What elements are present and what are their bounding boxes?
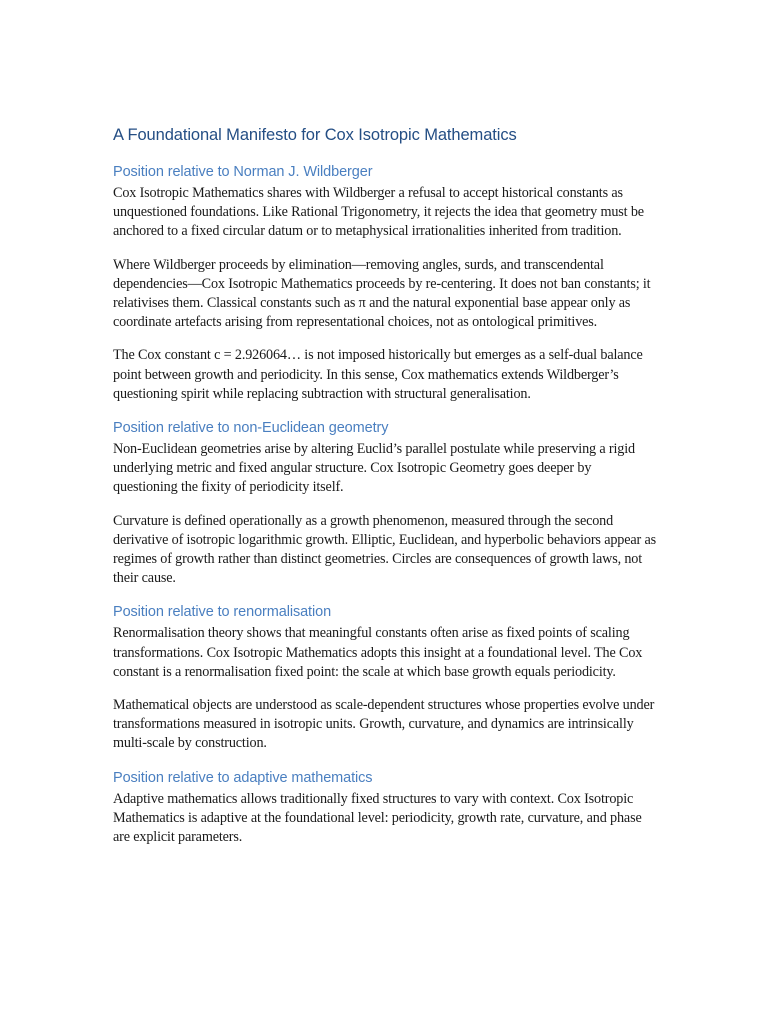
document-title: A Foundational Manifesto for Cox Isotropic Mathematics bbox=[113, 126, 517, 144]
section-renormalisation bbox=[113, 602, 658, 753]
section-non-euclidean bbox=[113, 418, 658, 588]
document-page bbox=[113, 124, 658, 861]
paragraph: Where Wildberger proceeds by elimination—removing angles, surds, and transcendental dependencies—Cox Isotropic Mathematics proceeds by re-centering. It does not ban constants; it relativises them. Classical constants such as π and the natural exponential base appear only as coordinate artefacts arising from representational choices, not as ontological primitives. bbox=[113, 256, 651, 331]
paragraph: The Cox constant c = 2.926064… is not imposed historically but emerges as a self-dual balance point between growth and periodicity. In this sense, Cox mathematics extends Wildberger’s questioning spirit while replacing subtraction with structural generalisation. bbox=[113, 347, 643, 402]
section-heading: Position relative to renormalisation bbox=[113, 604, 332, 621]
section-heading: Position relative to Norman J. Wildberger bbox=[113, 164, 373, 180]
paragraph: Curvature is defined operationally as a growth phenomenon, measured through the second derivative of isotropic logarithmic growth. Elliptic, Euclidean, and hyperbolic behaviors appear as regimes of growth rather than distinct geometries. Circles are consequences of growth laws, not their cause. bbox=[113, 512, 657, 587]
section-adaptive bbox=[113, 768, 658, 848]
paragraph: Non-Euclidean geometries arise by altering Euclid’s parallel postulate while preserving a rigid underlying metric and fixed angular structure. Cox Isotropic Geometry goes deeper by questioning the fixity of periodicity itself. bbox=[113, 441, 635, 496]
section-heading: Position relative to non-Euclidean geometry bbox=[113, 420, 389, 437]
paragraph: Adaptive mathematics allows traditionally fixed structures to vary with context. Cox Isotropic Mathematics is adaptive at the foundational level: periodicity, growth rate, curvature, and phase are explicit parameters. bbox=[113, 790, 642, 846]
section-wildberger bbox=[113, 162, 658, 404]
paragraph: Mathematical objects are understood as scale-dependent structures whose properties evolve under transformations measured in isotropic units. Growth, curvature, and dynamics are intrinsically multi-scale by construction. bbox=[113, 697, 655, 752]
paragraph: Cox Isotropic Mathematics shares with Wildberger a refusal to accept historical constants as unquestioned foundations. Like Rational Trigonometry, it rejects the idea that geometry must be anchored to a fixed circular datum or to metaphysical irrationalities inherited from tradition. bbox=[113, 185, 644, 240]
section-heading: Position relative to adaptive mathematics bbox=[113, 769, 373, 786]
paragraph: Renormalisation theory shows that meaningful constants often arise as fixed points of scaling transformations. Cox Isotropic Mathematics adopts this insight at a foundational level. The Cox constant is a renormalisation fixed point: the scale at which base growth equals periodicity. bbox=[113, 625, 643, 680]
